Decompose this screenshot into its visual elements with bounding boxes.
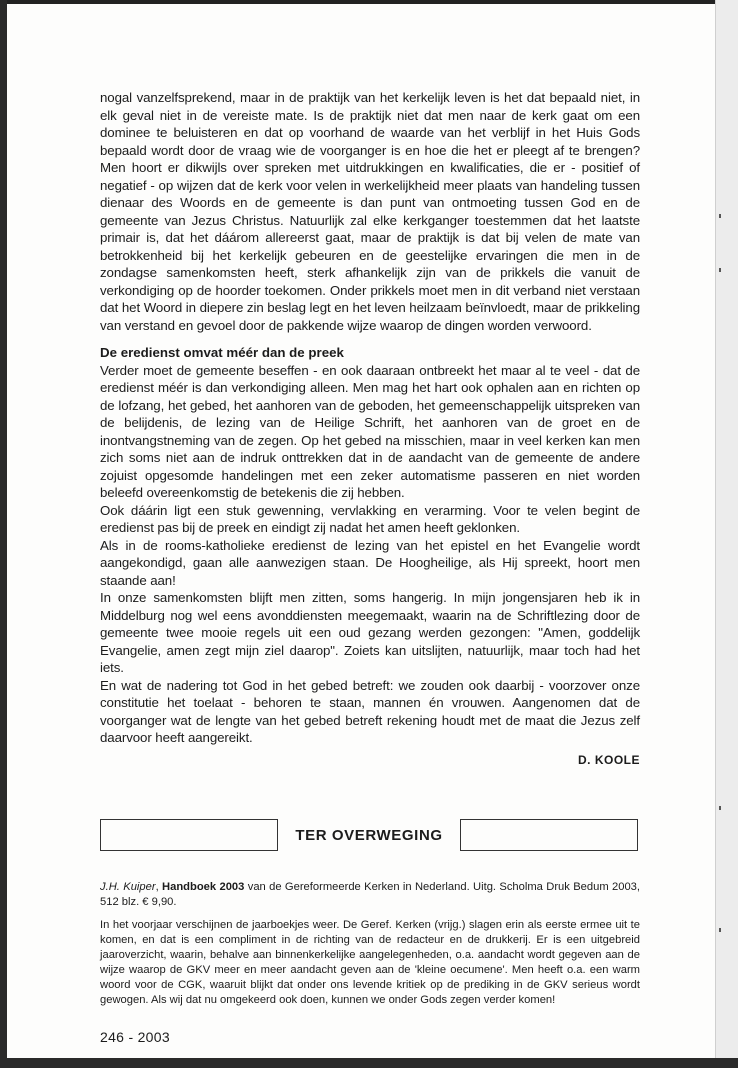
article-intro-paragraph: nogal vanzelfsprekend, maar in de praktijk van het kerkelijk leven is het dat bepaald niet, in elk geval niet in de vereiste mate. Is de praktijk niet dat men naar de kerk gaat om een dominee te beluisteren en dat op voorhand de waarde van het verblijf in het Huis Gods bepaald wordt door de vraag wie de voorganger is en hoe die het er pleegt af te brengen? Men hoort er dikwijls over spreken met uitdrukkingen en kwalificaties, die er - positief of negatief - op wijzen dat de kerk voor velen in werkelijkheid meer plaats van handeling tussen dienaar des Woords en de gemeente is dan punt van ontmoeting tussen God en de gemeente van Jezus Christus. Natuurlijk zal elke kerkganger toestemmen dat het laatste primair is, dat het dáárom allereerst gaat, maar de praktijk is dat bij velen de mate van betrokkenheid bij het kerkelijk gebeuren en de geestelijke ervaringen die men in de zondagse samenkomsten heeft, sterk afhankelijk zijn van de prikkels die vanuit de verkondiging op de hoorder toekomen. Onder prikkels moet men in dit verband niet verstaan dat het Woord in diepere zin beslag legt en het leven heilzaam beïnvloedt, maar de prikkeling van verstand en gevoel door de pakkende wijze waarop de dingen worden verwoord.	[100, 90, 640, 333]
article-paragraph: In onze samenkomsten blijft men zitten, soms hangerig. In mijn jongensjaren heb ik in Middelburg nog wel eens avonddiensten meegemaakt, waarin na de Schriftlezing door de gemeente twee mooie regels uit een oud gezang werden gezongen: "Amen, goddelijk Evangelie, amen zegt mijn ziel daarop". Zoiets kan uitslijten, natuurlijk, maar toch had het iets.	[100, 590, 640, 675]
banner-frame-left	[100, 819, 278, 851]
scan-speck	[719, 268, 721, 272]
banner-frame-right	[460, 819, 638, 851]
scan-edge-right	[716, 0, 738, 1068]
scan-speck	[719, 214, 721, 218]
article-paragraph: En wat de nadering tot God in het gebed betreft: we zouden ook daarbij - voorzover onze constitutie het toelaat - behoren te staan, mannen én vrouwen. Aangenomen dat de voorganger wat de lengte van het gebed betreft rekening houdt met de maat die Jezus zelf daarvoor heeft aangereikt.	[100, 677, 640, 745]
book-publication-details: van de Gereformeerde Kerken in Nederland. Uitg. Scholma Druk Bedum 2003, 512 blz. € 9,90.	[100, 881, 641, 908]
article-paragraph: Als in de rooms-katholieke eredienst de lezing van het epistel en het Evangelie wordt aangekondigd, gaan alle aanwezigen staan. De Hoogheilige, als Hij spreekt, hoort men staande aan!	[100, 537, 640, 588]
banner-title: TER OVERWEGING	[295, 827, 443, 844]
scan-edge-top	[6, 0, 738, 4]
book-author: J.H. Kuiper	[100, 881, 156, 893]
book-review	[100, 880, 640, 1008]
scan-edge-bottom	[0, 1058, 738, 1068]
section-banner	[100, 819, 640, 851]
article-paragraph: Verder moet de gemeente beseffen - en ook daaraan ontbreekt het maar al te veel - dat de eredienst méér is dan verkondiging alleen. Men mag het hart ook ophalen aan en richten op de lofzang, het gebed, het aanhoren van de geboden, het gemeenschappelijk uitspreken van de belijdenis, de lezing van de Heilige Schrift, het aanhoren van de groet en de inontvangstneming van de zegen. Op het gebed na misschien, maar in veel kerken kan men zich soms niet aan de indruk onttrekken dat in de aandacht van de gemeente de andere zojuist opgesomde handelingen met een zeker automatisme passeren en niet worden beleefd overeenkomstig de betekenis die zij hebben.	[100, 362, 640, 500]
review-body: In het voorjaar verschijnen de jaarboekjes weer. De Geref. Kerken (vrijg.) slagen erin als eerste ermee uit te komen, en dat is een compliment in de richting van de redacteur en de drukkerij. Er is een uitgebreid jaaroverzicht, waarin, behalve aan binnenkerkelijke aangelegenheden, o.a. aandacht wordt gegeven aan de wijze waarop de GKV meer en meer aandacht geven aan de 'kleine oecumene'. Men heeft o.a. een warm woord voor de CGK, waaruit blijkt dat onder ons levende kritiek op de prediking in de GKV serieus wordt gewogen. Als wij dat nu omgekeerd ook doen, kunnen we onder Gods zegen verder komen!	[100, 919, 640, 1006]
book-citation: J.H. Kuiper, Handboek 2003 van de Gereformeerde Kerken in Nederland. Uitg. Scholma Druk Bedum 2003, 512 blz. € 9,90.	[100, 881, 641, 908]
section-heading: De eredienst omvat méér dan de preek	[100, 345, 344, 360]
article-paragraph: Ook dáárin ligt een stuk gewenning, vervlakking en verarming. Voor te velen begint de eredienst pas bij de preek en eindigt zij nadat het amen heeft geklonken.	[100, 502, 640, 535]
scan-speck	[719, 928, 721, 932]
scan-edge-left	[0, 0, 7, 1068]
scan-speck	[719, 806, 721, 810]
author-signature: D. KOOLE	[577, 752, 640, 767]
book-title: Handboek 2003	[162, 881, 245, 893]
page-number: 246 - 2003	[100, 1029, 170, 1045]
article	[100, 89, 640, 767]
